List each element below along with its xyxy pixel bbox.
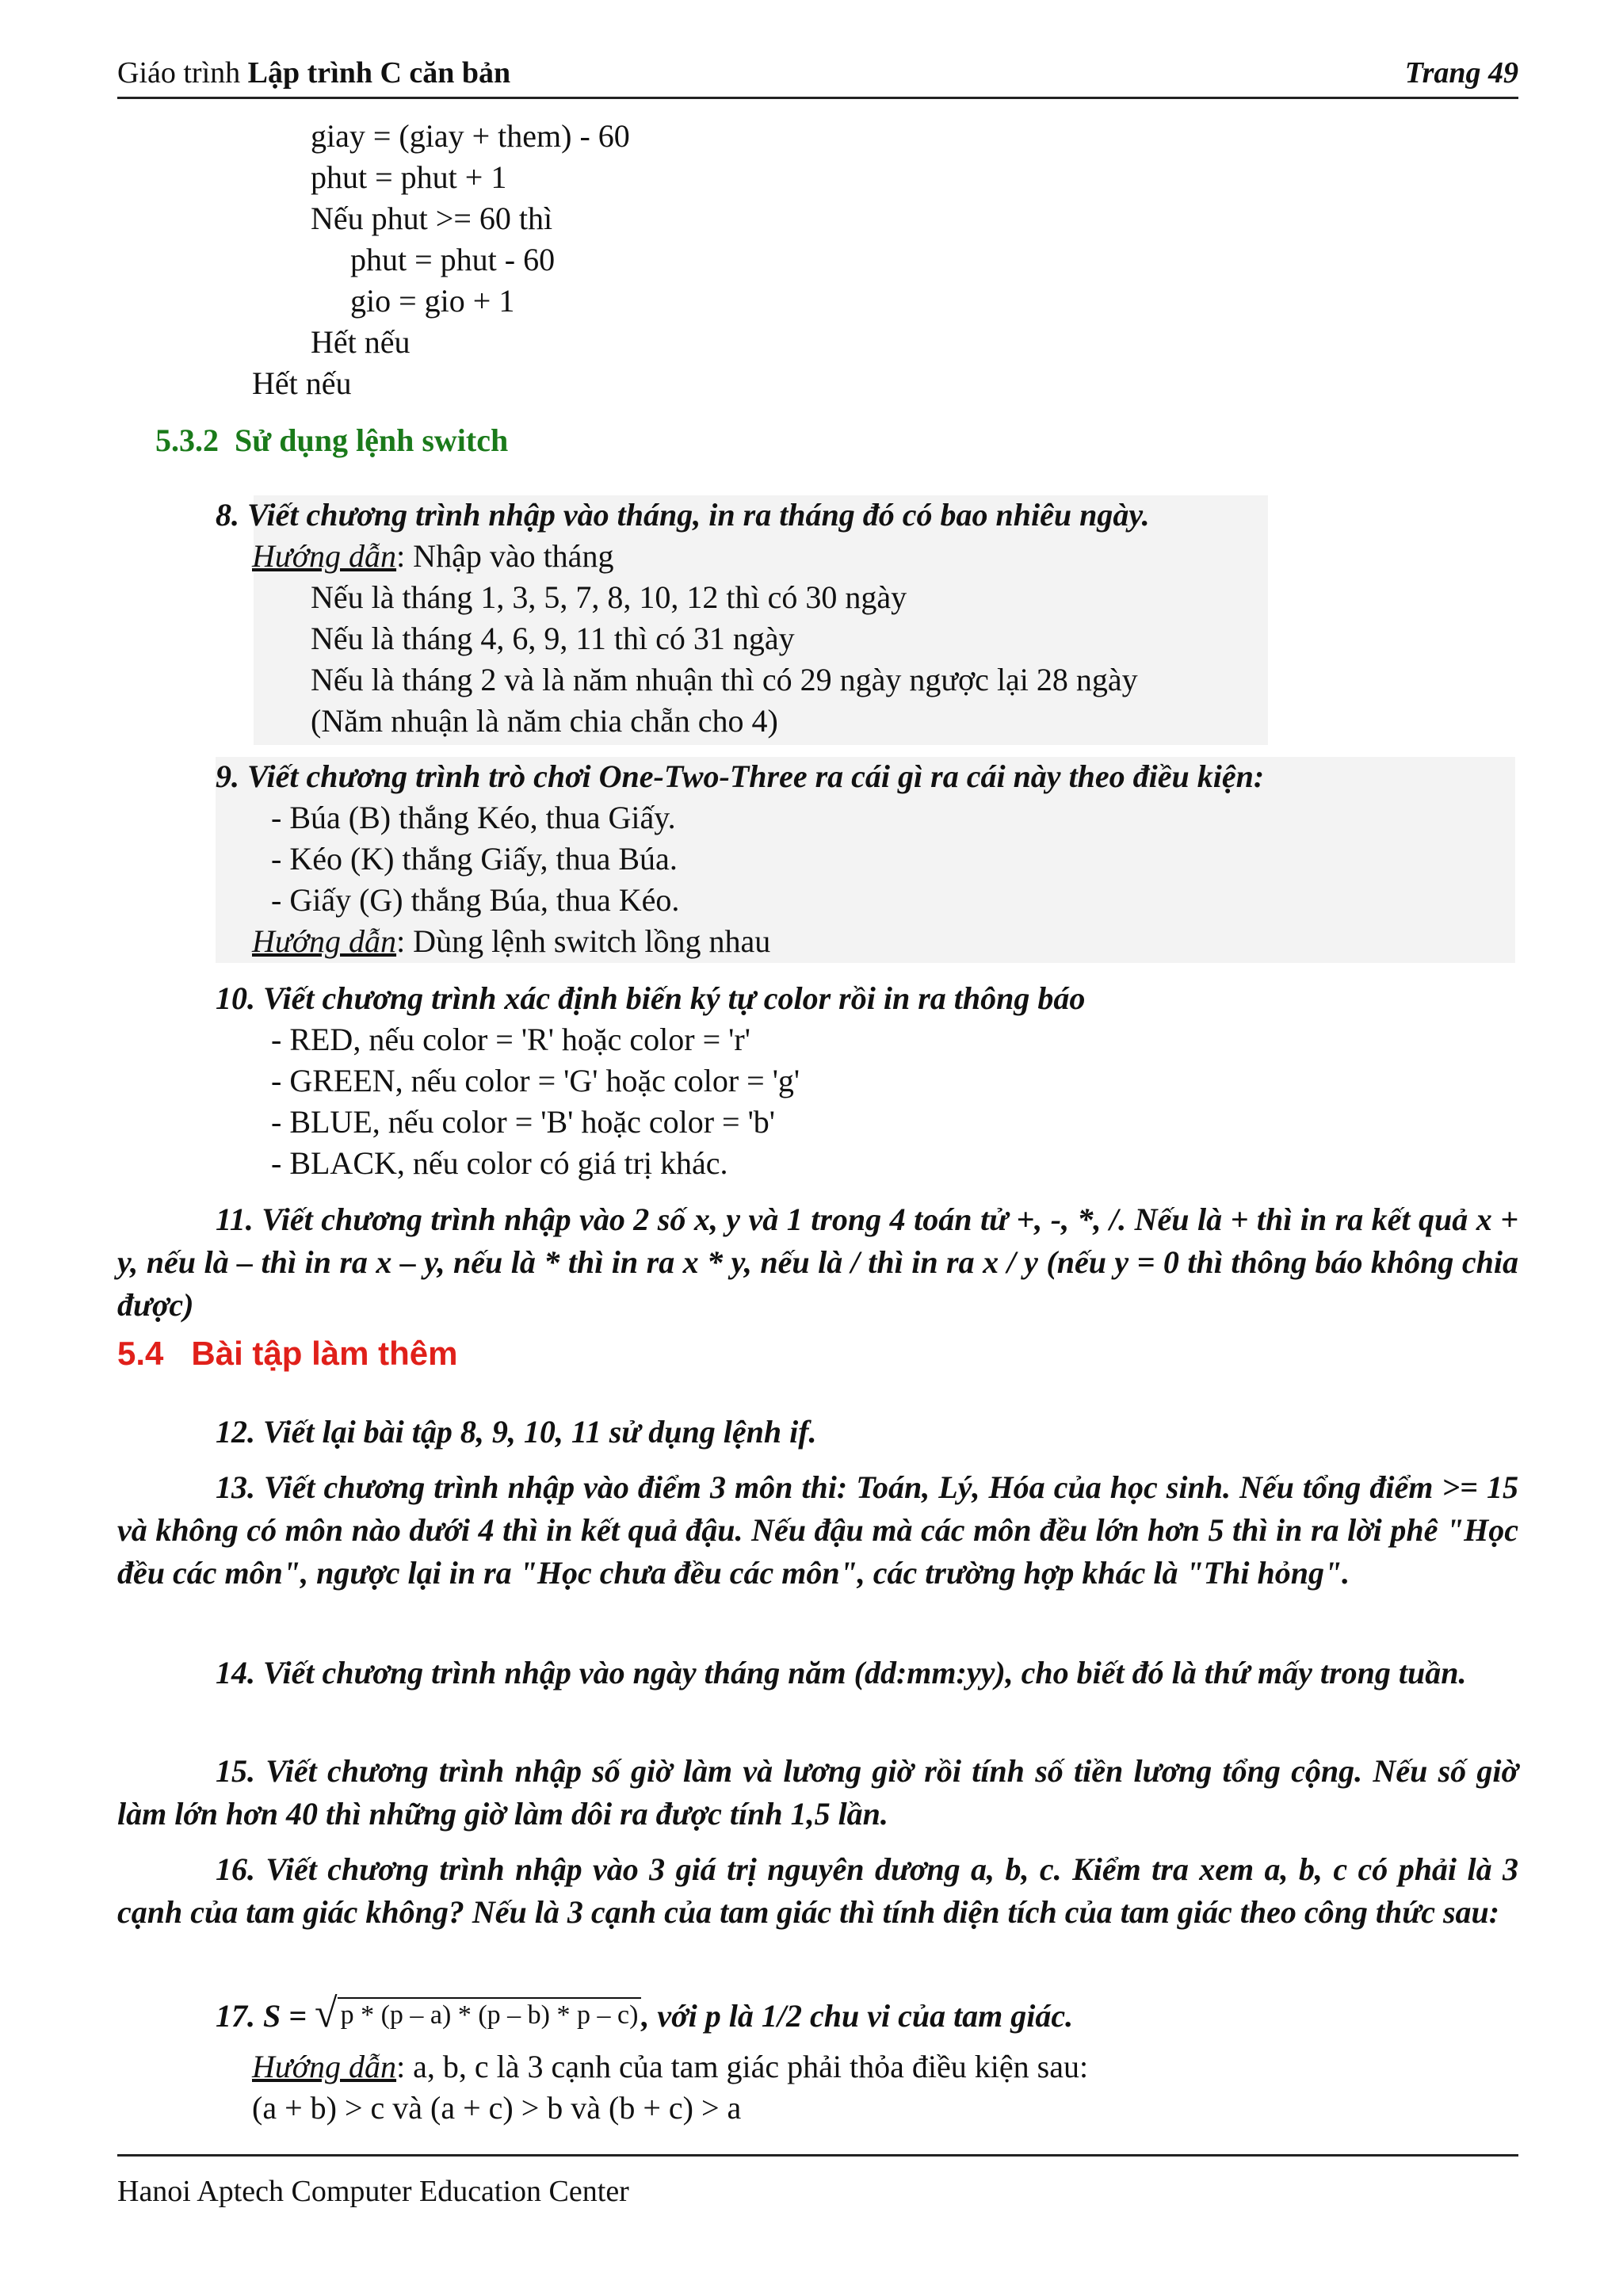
pseudo-line: phut = phut + 1 (311, 159, 507, 195)
exercise-8-line: Nếu là tháng 1, 3, 5, 7, 8, 10, 12 thì có 30 ngày (311, 579, 907, 615)
exercise-8-hint: Hướng dẫn: Nhập vào tháng (252, 538, 614, 574)
page-header (117, 49, 1518, 99)
exercise-10-line: - BLUE, nếu color = 'B' hoặc color = 'b' (271, 1104, 776, 1140)
exercise-9-line: - Kéo (K) thắng Giấy, thua Búa. (271, 841, 678, 877)
exercise-9-line: - Giấy (G) thắng Búa, thua Kéo. (271, 882, 680, 918)
pseudo-line: Nếu phut >= 60 thì (311, 201, 553, 236)
exercise-10-line: - GREEN, nếu color = 'G' hoặc color = 'g' (271, 1063, 800, 1098)
pseudo-line: phut = phut - 60 (350, 242, 556, 277)
exercise-9-hint: Hướng dẫn: Dùng lệnh switch lồng nhau (252, 923, 771, 959)
exercise-11: 11. Viết chương trình nhập vào 2 số x, y và 1 trong 4 toán tử +, -, *, /. Nếu là + thì in ra kết quả x + y, nếu là – thì in ra x – y, nếu là * thì in ra x * y, nếu là / thì in ra x / y (nếu y = 0 thì thông báo không chia được) (117, 1201, 1518, 1323)
exercise-9-line: - Búa (B) thắng Kéo, thua Giấy. (271, 800, 676, 835)
exercise-13: 13. Viết chương trình nhập vào điểm 3 môn thi: Toán, Lý, Hóa của học sinh. Nếu tổng điểm >= 15 và không có môn nào dưới 4 thì in kết quả đậu. Nếu đậu mà các môn đều lớn hơn 5 thì in ra lời phê "Học đều các môn", ngược lại in ra "Học chưa đều các môn", các trường hợp khác là "Thi hỏng". (117, 1469, 1518, 1591)
exercise-10-line: - BLACK, nếu color có giá trị khác. (271, 1145, 728, 1181)
exercise-8-line: (Năm nhuận là năm chia chẵn cho 4) (311, 703, 778, 739)
pseudo-line: giay = (giay + them) - 60 (311, 118, 630, 154)
exercise-8-title: 8. Viết chương trình nhập vào tháng, in ra tháng đó có bao nhiêu ngày. (216, 497, 1150, 533)
exercise-8-line: Nếu là tháng 4, 6, 9, 11 thì có 31 ngày (311, 621, 795, 656)
exercise-14: 14. Viết chương trình nhập vào ngày tháng năm (dd:mm:yy), cho biết đó là thứ mấy trong tuần. (216, 1655, 1467, 1690)
exercise-9-title: 9. Viết chương trình trò chơi One-Two-Three ra cái gì ra cái này theo điều kiện: (216, 758, 1265, 794)
exercise-17-hint: Hướng dẫn: a, b, c là 3 cạnh của tam giác phải thỏa điều kiện sau: (252, 2049, 1089, 2084)
page-number: Trang 49 (1404, 56, 1518, 90)
exercise-15: 15. Viết chương trình nhập số giờ làm và lương giờ rồi tính số tiền lương tổng cộng. Nếu số giờ làm lớn hơn 40 thì những giờ làm dôi ra được tính 1,5 lần. (117, 1753, 1518, 1832)
exercise-8-line: Nếu là tháng 2 và là năm nhuận thì có 29 ngày ngược lại 28 ngày (311, 662, 1138, 697)
exercise-17-formula: 17. S = √ p * (p – a) * (p – b) * p – c) , với p là 1/2 chu vi của tam giác. (216, 1989, 1073, 2038)
square-root: √ p * (p – a) * (p – b) * p – c) (315, 1989, 641, 2038)
pseudo-line: gio = gio + 1 (350, 283, 515, 319)
section-heading-532: 5.3.2 Sử dụng lệnh switch (155, 422, 509, 458)
exercise-12: 12. Viết lại bài tập 8, 9, 10, 11 sử dụng lệnh if. (216, 1414, 817, 1450)
exercise-17-condition: (a + b) > c và (a + c) > b và (b + c) > a (252, 2090, 742, 2126)
exercise-16: 16. Viết chương trình nhập vào 3 giá trị nguyên dương a, b, c. Kiểm tra xem a, b, c có phải là 3 cạnh của tam giác không? Nếu là 3 cạnh của tam giác thì tính diện tích của tam giác theo công thức sau: (117, 1851, 1518, 1930)
pseudo-line: Hết nếu (311, 324, 411, 360)
header-title: Giáo trình Lập trình C căn bản (117, 56, 511, 90)
page-footer: Hanoi Aptech Computer Education Center (117, 2154, 1518, 2209)
formula-radicand: p * (p – a) * (p – b) * p – c) (338, 1997, 642, 2030)
section-heading-54: 5.4 Bài tập làm thêm (117, 1335, 458, 1372)
exercise-10-line: - RED, nếu color = 'R' hoặc color = 'r' (271, 1022, 750, 1057)
pseudo-line: Hết nếu (252, 365, 352, 401)
exercise-10-title: 10. Viết chương trình xác định biến ký tự color rồi in ra thông báo (216, 980, 1086, 1016)
